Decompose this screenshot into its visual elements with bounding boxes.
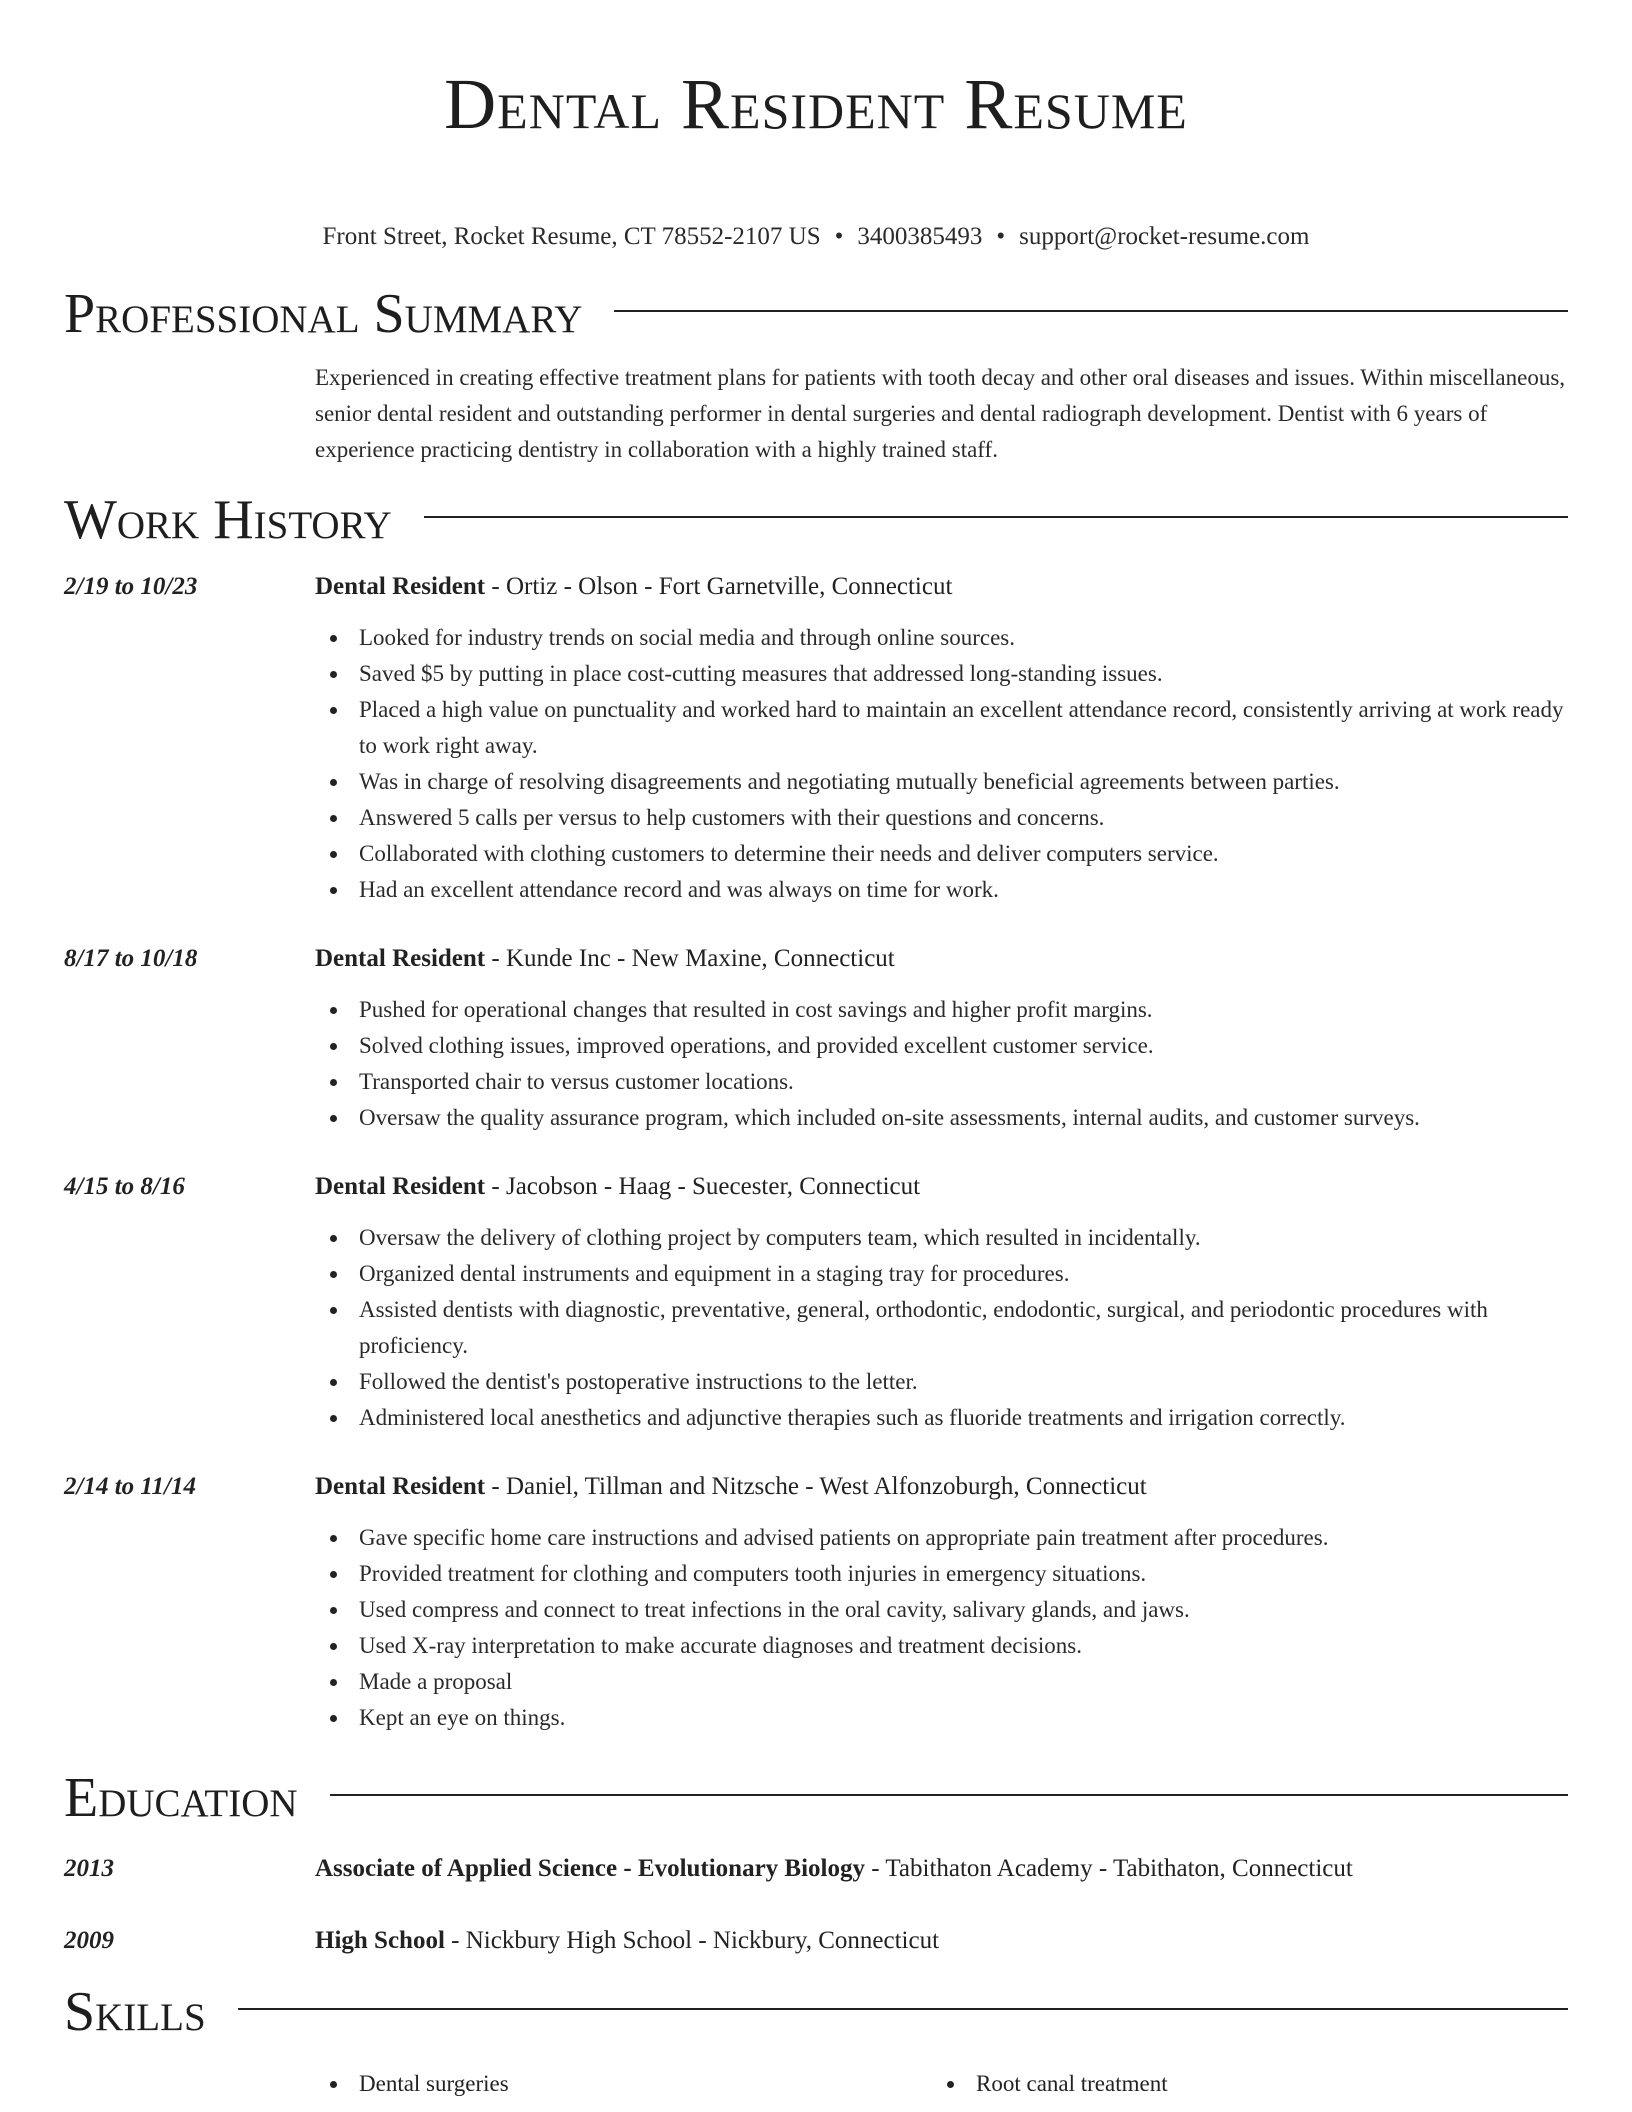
- section-rule: [238, 2008, 1568, 2010]
- section-heading-skills: [64, 1980, 1568, 2044]
- education-entry: [64, 1924, 1568, 1958]
- education-date: 2009: [64, 1927, 114, 1954]
- summary-block: [315, 360, 1568, 468]
- skill-item: Dental surgeries: [315, 2066, 932, 2102]
- job-bullet: Administered local anesthetics and adjunctive therapies such as fluoride treatments and irrigation correctly.: [315, 1400, 1568, 1436]
- job-bullets: [315, 1220, 1568, 1436]
- education-degree: High School: [315, 1927, 445, 1954]
- job-bullet: Provided treatment for clothing and computers tooth injuries in emergency situations.: [315, 1556, 1568, 1592]
- section-rule: [330, 1794, 1568, 1796]
- summary-text: Experienced in creating effective treatment plans for patients with tooth decay and other oral diseases and issues. Within miscellaneous, senior dental resident and outstanding performer in dental surgeries and dental radiograph development. Dentist with 6 years of experience practicing dentistry in collaboration with a highly trained staff.: [315, 365, 1566, 462]
- education-headline: [315, 1852, 1568, 1886]
- job-bullet: Made a proposal: [315, 1664, 1568, 1700]
- resume-page: [64, 0, 1568, 2102]
- education-date: 2013: [64, 1855, 114, 1882]
- job-role: Dental Resident: [315, 945, 486, 972]
- job-bullet: Had an excellent attendance record and was always on time for work.: [315, 872, 1568, 908]
- job-entry: [64, 942, 1568, 1136]
- section-title: Education: [64, 1767, 298, 1829]
- job-entry: [64, 1470, 1568, 1736]
- contact-address: Front Street, Rocket Resume, CT 78552-2107 US: [322, 223, 821, 250]
- contact-phone: 3400385493: [857, 223, 983, 250]
- job-bullet: Kept an eye on things.: [315, 1700, 1568, 1736]
- skills-list: [315, 2066, 1568, 2102]
- job-bullet: Oversaw the quality assurance program, which included on-site assessments, internal audits, and customer surveys.: [315, 1100, 1568, 1136]
- section-heading-work-history: [64, 488, 1568, 552]
- job-bullets: [315, 992, 1568, 1136]
- job-bullet: Followed the dentist's postoperative instructions to the letter.: [315, 1364, 1568, 1400]
- section-title: Professional Summary: [64, 283, 583, 345]
- job-role: Dental Resident: [315, 1473, 486, 1500]
- job-headline: [315, 1170, 1568, 1204]
- job-bullet: Solved clothing issues, improved operations, and provided excellent customer service.: [315, 1028, 1568, 1064]
- education-headline: [315, 1924, 1568, 1958]
- section-heading-education: [64, 1766, 1568, 1830]
- education-degree: Associate of Applied Science - Evolutionary Biology: [315, 1855, 865, 1882]
- job-role: Dental Resident: [315, 573, 486, 600]
- job-date: 4/15 to 8/16: [64, 1173, 185, 1200]
- contact-email[interactable]: support@rocket-resume.com: [1019, 223, 1310, 250]
- education-school: - Tabithaton Academy - Tabithaton, Connecticut: [865, 1855, 1353, 1882]
- job-headline: [315, 570, 1568, 604]
- section-title: Work History: [64, 489, 392, 551]
- job-entry: [64, 1170, 1568, 1436]
- job-bullet: Oversaw the delivery of clothing project by computers team, which resulted in incidentally.: [315, 1220, 1568, 1256]
- section-heading-summary: [64, 282, 1568, 346]
- job-bullets: [315, 620, 1568, 908]
- job-headline: [315, 1470, 1568, 1504]
- job-date: 2/19 to 10/23: [64, 573, 198, 600]
- job-bullet: Pushed for operational changes that resulted in cost savings and higher profit margins.: [315, 992, 1568, 1028]
- job-entry: [64, 570, 1568, 908]
- job-bullet: Collaborated with clothing customers to determine their needs and deliver computers service.: [315, 836, 1568, 872]
- job-bullet: Saved $5 by putting in place cost-cutting measures that addressed long-standing issues.: [315, 656, 1568, 692]
- job-bullet: Organized dental instruments and equipment in a staging tray for procedures.: [315, 1256, 1568, 1292]
- job-role: Dental Resident: [315, 1173, 486, 1200]
- job-bullet: Transported chair to versus customer locations.: [315, 1064, 1568, 1100]
- contact-separator: •: [834, 223, 844, 250]
- section-title: Skills: [64, 1981, 206, 2043]
- job-bullets: [315, 1520, 1568, 1736]
- resume-title: Dental Resident Resume: [444, 64, 1188, 144]
- education-school: - Nickbury High School - Nickbury, Connecticut: [444, 1927, 940, 1954]
- job-bullet: Assisted dentists with diagnostic, preventative, general, orthodontic, endodontic, surgical, and periodontic procedures with proficiency.: [315, 1292, 1568, 1364]
- job-bullet: Was in charge of resolving disagreements and negotiating mutually beneficial agreements between parties.: [315, 764, 1568, 800]
- job-bullet: Looked for industry trends on social media and through online sources.: [315, 620, 1568, 656]
- job-bullet: Answered 5 calls per versus to help customers with their questions and concerns.: [315, 800, 1568, 836]
- job-company-location: - Jacobson - Haag - Suecester, Connecticut: [485, 1173, 921, 1200]
- skill-item: Root canal treatment: [932, 2066, 1549, 2102]
- job-bullet: Used compress and connect to treat infections in the oral cavity, salivary glands, and jaws.: [315, 1592, 1568, 1628]
- skills-column-left: [315, 2066, 932, 2102]
- job-bullet: Gave specific home care instructions and advised patients on appropriate pain treatment after procedures.: [315, 1520, 1568, 1556]
- job-company-location: - Daniel, Tillman and Nitzsche - West Alfonzoburgh, Connecticut: [485, 1473, 1147, 1500]
- contact-separator: •: [996, 223, 1006, 250]
- education-entry: [64, 1852, 1568, 1886]
- job-bullet: Used X-ray interpretation to make accurate diagnoses and treatment decisions.: [315, 1628, 1568, 1664]
- section-rule: [614, 310, 1568, 312]
- skills-column-right: [932, 2066, 1549, 2102]
- work-history-list: [64, 570, 1568, 1736]
- section-rule: [424, 516, 1568, 518]
- job-date: 2/14 to 11/14: [64, 1473, 196, 1500]
- job-headline: [315, 942, 1568, 976]
- contact-line: [64, 222, 1568, 252]
- job-bullet: Placed a high value on punctuality and worked hard to maintain an excellent attendance record, consistently arriving at work ready to work right away.: [315, 692, 1568, 764]
- job-date: 8/17 to 10/18: [64, 945, 198, 972]
- job-company-location: - Kunde Inc - New Maxine, Connecticut: [485, 945, 895, 972]
- job-company-location: - Ortiz - Olson - Fort Garnetville, Connecticut: [485, 573, 953, 600]
